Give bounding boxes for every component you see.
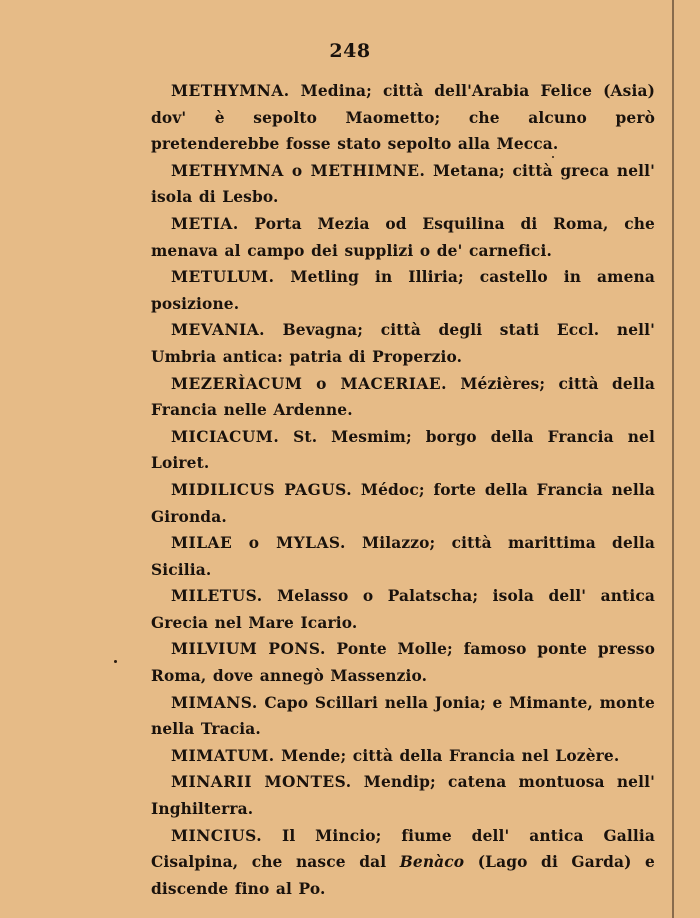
entry-italic-text: Benàco	[399, 853, 465, 872]
entry-text: Mende; città della Francia nel Lozère.	[274, 746, 620, 765]
entry-metulum	[151, 264, 655, 317]
dictionary-entries	[151, 78, 655, 902]
entry-text: Melasso o Palatscha; isola dell' antica Grecia nel Mare Icario.	[151, 587, 655, 632]
entry-mimans	[151, 690, 655, 743]
entry-headword: MILVIUM PONS.	[171, 640, 326, 659]
entry-milae	[151, 530, 655, 583]
entry-headword: METULUM.	[171, 268, 275, 287]
entry-headword: MIMANS.	[171, 693, 258, 712]
entry-text-continued: (Lago di Garda) e discende fino al Po.	[151, 853, 655, 898]
entry-headword: MICIACUM.	[171, 427, 280, 446]
entry-headword: MILAE o MYLAS.	[171, 534, 346, 553]
entry-milvium-pons	[151, 636, 655, 689]
entry-mezeriacum	[151, 371, 655, 424]
entry-mimatum	[151, 743, 655, 770]
entry-headword: MILETUS.	[171, 587, 263, 606]
entry-text: Médoc; forte della Francia nella Gironda.	[151, 480, 655, 526]
entry-methymna	[151, 78, 655, 158]
entry-text: Bevagna; città degli stati Eccl. nell' Umbria antica: patria di Properzio.	[151, 321, 655, 366]
entry-text: Mézières; città della Francia nelle Ardenne.	[151, 374, 655, 420]
entry-mincius	[151, 823, 655, 903]
entry-headword: MINCIUS.	[171, 826, 263, 845]
entry-text: St. Mesmim; borgo della Francia nel Loiret.	[151, 427, 655, 473]
entry-midilicus-pagus	[151, 477, 655, 530]
entry-text: Porta Mezia od Esquilina di Roma, che menava al campo dei supplizi o de' carnefici.	[151, 214, 655, 260]
entry-text: Metling in Illiria; castello in amena posizione.	[151, 268, 655, 313]
entry-text: Capo Scillari nella Jonia; e Mimante, monte nella Tracia.	[151, 693, 655, 739]
entry-headword: MINARII MONTES.	[171, 773, 352, 792]
entry-headword: METHYMNA o METHIMNE.	[171, 161, 426, 180]
entry-text: Il Mincio; fiume dell' antica Gallia Cisalpina, che nasce dal	[151, 826, 655, 872]
entry-text: Milazzo; città marittima della Sicilia.	[151, 534, 656, 579]
entry-headword: MEZERÌACUM o MACERIAE.	[171, 374, 448, 393]
entry-headword: MEVANIA.	[171, 321, 266, 340]
entry-text: Ponte Molle; famoso ponte presso Roma, dove annegò Massenzio.	[151, 640, 655, 686]
entry-minarii-montes	[151, 769, 655, 822]
page-number: 248	[329, 40, 371, 62]
entry-headword: MIDILICUS PAGUS.	[171, 480, 353, 499]
entry-text: Metana; città greca nell' isola di Lesbo.	[151, 161, 655, 207]
entry-text: Mendip; catena montuosa nell' Inghilterra.	[151, 773, 655, 819]
entry-headword: METIA.	[171, 214, 239, 233]
entry-text: Medina; città dell'Arabia Felice (Asia) dov' è sepolto Maometto; che alcuno però pretenderebbe fosse stato sepolto alla Mecca.	[151, 82, 655, 154]
entry-mevania	[151, 317, 655, 370]
page-edge-line	[672, 0, 674, 918]
ink-speck	[114, 660, 117, 663]
entry-headword: METHYMNA.	[171, 82, 290, 100]
entry-metia	[151, 211, 655, 264]
entry-headword: MIMATUM.	[171, 746, 275, 765]
ink-speck	[552, 156, 554, 158]
entry-miciacum	[151, 424, 655, 477]
entry-miletus	[151, 583, 655, 636]
entry-methymna-methimne	[151, 158, 655, 211]
